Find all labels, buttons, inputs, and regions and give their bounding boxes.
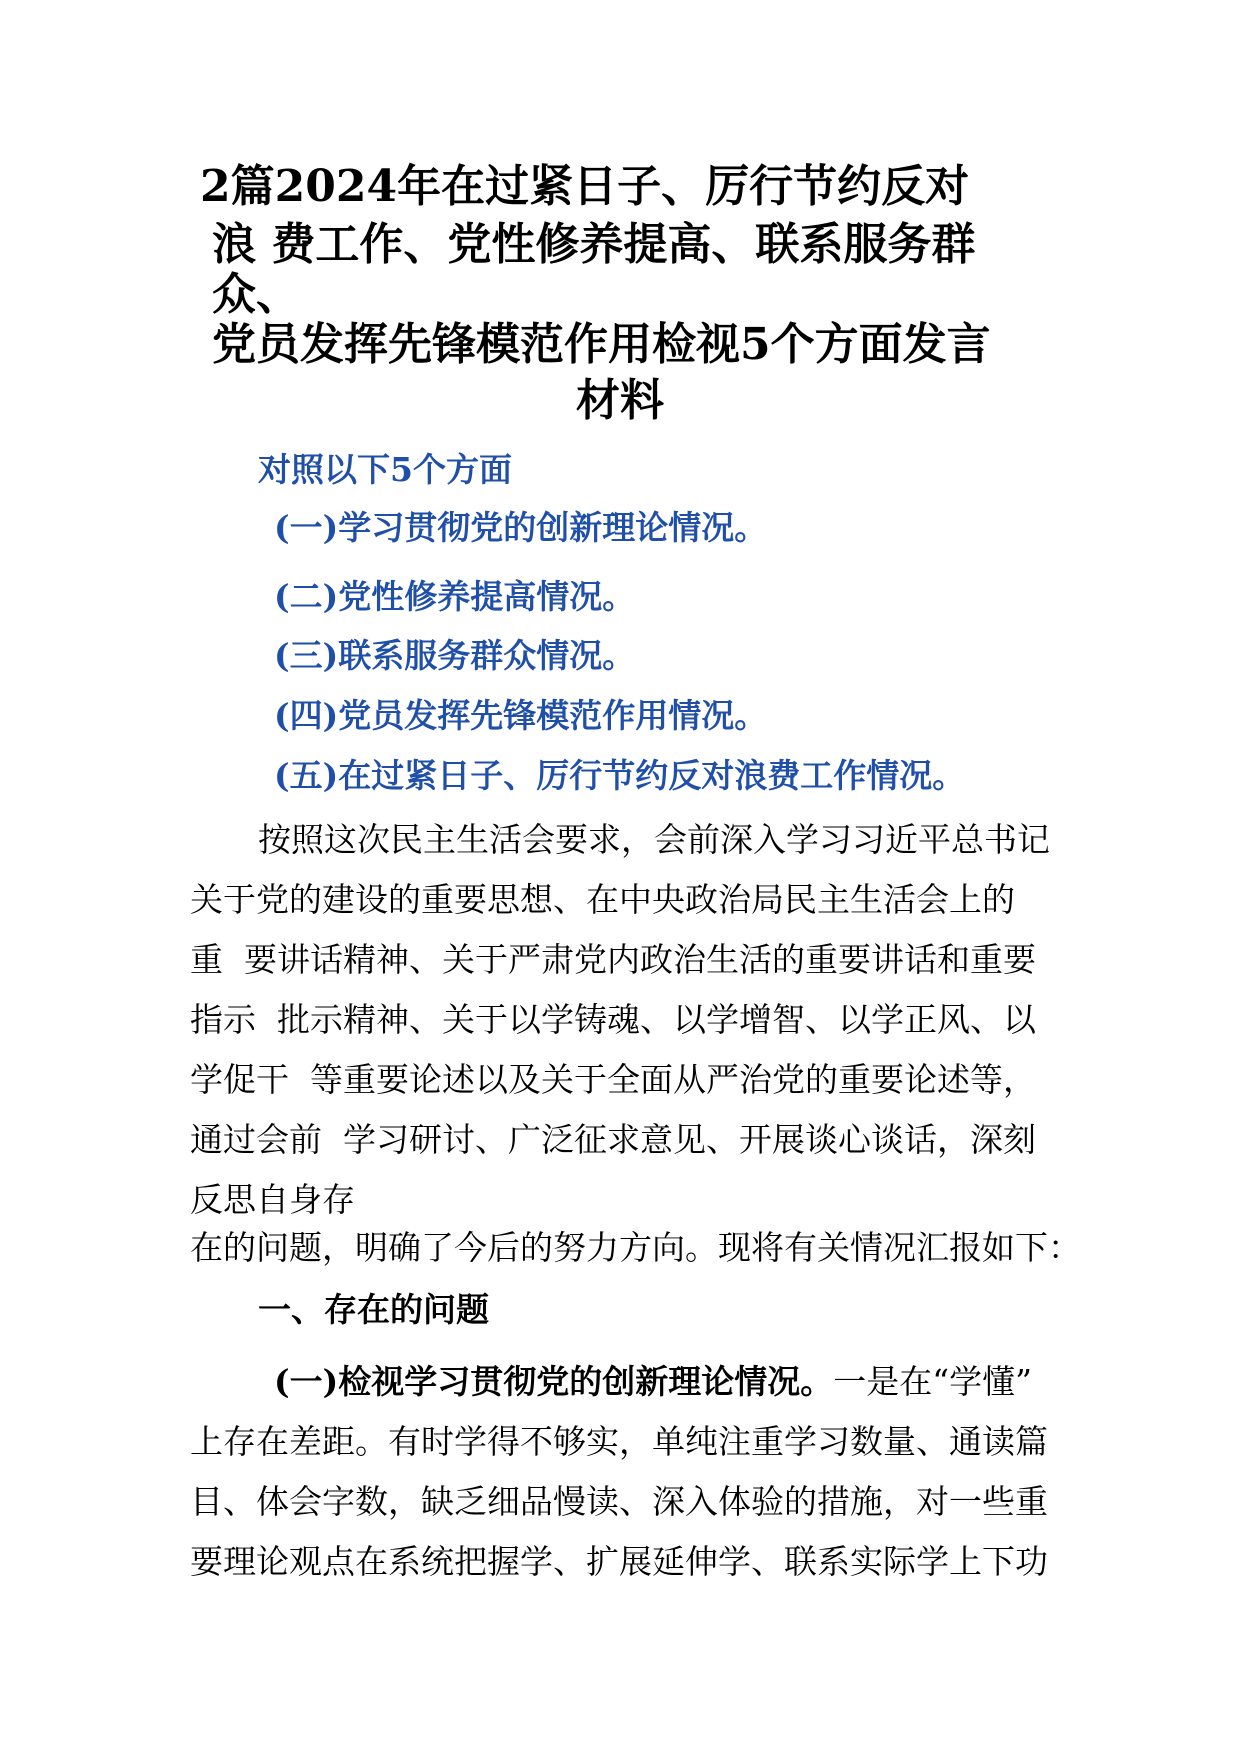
sub-line-3: 目、体会字数，缺乏细品慢读、深入体验的措施，对一些重: [190, 1482, 1048, 1521]
intro-line-4: 指示 批示精神、关于以学铸魂、以学增智、以学正风、以: [190, 1000, 1036, 1039]
section-heading: 一、存在的问题: [258, 1290, 489, 1329]
intro-line-2: 关于党的建设的重要思想、在中央政治局民主生活会上的: [190, 880, 1015, 919]
aspect-item-2: (二)党性修养提高情况。: [274, 577, 636, 616]
title-line-2: 浪 费工作、党性修养提高、联系服务群: [212, 219, 976, 270]
title-line-3: 众、: [212, 269, 300, 320]
intro-line-5: 学促干 等重要论述以及关于全面从严治党的重要论述等，: [190, 1060, 1036, 1099]
aspect-item-4: (四)党员发挥先锋模范作用情况。: [274, 696, 768, 735]
aspects-intro: 对照以下5个方面: [258, 450, 512, 489]
title-line-1: 2篇2024年在过紧日子、厉行节约反对: [200, 161, 970, 212]
aspect-item-1: (一)学习贯彻党的创新理论情况。: [274, 508, 768, 547]
aspect-item-5: (五)在过紧日子、厉行节约反对浪费工作情况。: [274, 756, 966, 795]
sub-line-2: 上存在差距。有时学得不够实，单纯注重学习数量、通读篇: [190, 1422, 1048, 1461]
intro-line-3: 重 要讲话精神、关于严肃党内政治生活的重要讲话和重要: [190, 940, 1036, 979]
intro-line-8: 在的问题，明确了今后的努力方向。现将有关情况汇报如下：: [190, 1228, 1081, 1267]
sub-heading: (一)检视学习贯彻党的创新理论情况。: [274, 1362, 834, 1401]
sub-line-4: 要理论观点在系统把握学、扩展延伸学、联系实际学上下功: [190, 1542, 1048, 1581]
title-line-4: 党员发挥先锋模范作用检视5个方面发言: [212, 319, 991, 370]
intro-line-1: 按照这次民主生活会要求，会前深入学习习近平总书记: [258, 820, 1050, 859]
aspect-item-3: (三)联系服务群众情况。: [274, 636, 636, 675]
intro-line-7: 反思自身存: [190, 1180, 355, 1219]
sub-first-line-rest: 一是在“学懂”: [833, 1362, 1032, 1401]
title-line-5: 材料: [576, 375, 664, 426]
intro-line-6: 通过会前 学习研讨、广泛征求意见、开展谈心谈话，深刻: [190, 1120, 1036, 1159]
sub-first-line: [274, 1360, 1032, 1404]
